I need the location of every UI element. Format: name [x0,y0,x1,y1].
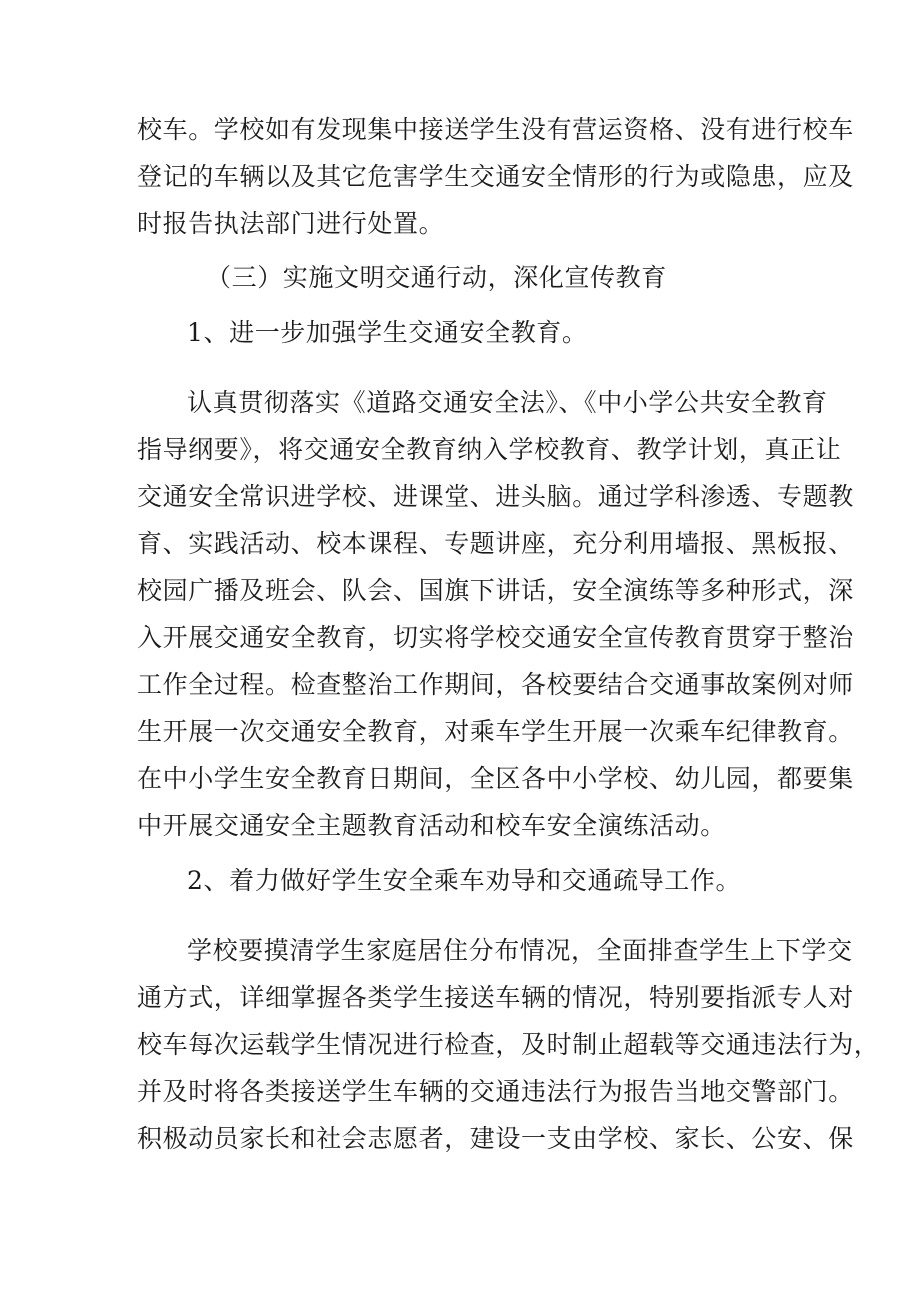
paragraph-line: 校车。学校如有发现集中接送学生没有营运资格、没有进行校车 [137,115,854,144]
paragraph-line: 并及时将各类接送学生车辆的交通违法行为报告当地交警部门。 [137,1077,854,1106]
paragraph-line: 校车每次运载学生情况进行检查，及时制止超载等交通违法行为， [137,1030,880,1059]
paragraph-line: 通方式，详细掌握各类学生接送车辆的情况，特别要指派专人对 [137,983,854,1012]
paragraph-line: 中开展交通安全主题教育活动和校车安全演练活动。 [137,811,726,840]
paragraph-line: 工作全过程。检查整治工作期间，各校要结合交通事故案例对师 [137,670,854,699]
section-heading: （三）实施文明交通行动，深化宣传教育 [206,263,667,292]
paragraph-line: 积极动员家长和社会志愿者，建设一支由学校、家长、公安、保 [137,1124,854,1153]
paragraph-line: 登记的车辆以及其它危害学生交通安全情形的行为或隐患，应及 [137,162,854,191]
paragraph-line: 生开展一次交通安全教育，对乘车学生开展一次乘车纪律教育。 [137,717,854,746]
paragraph-line: 时报告执法部门进行处置。 [137,209,445,238]
paragraph-line: 育、实践活动、校本课程、专题讲座，充分利用墙报、黑板报、 [137,529,854,558]
paragraph-line: 在中小学生安全教育日期间，全区各中小学校、幼儿园，都要集 [137,764,854,793]
paragraph-line: 校园广播及班会、队会、国旗下讲话，安全演练等多种形式，深 [137,576,854,605]
subsection-heading: 2、着力做好学生安全乘车劝导和交通疏导工作。 [187,866,742,895]
paragraph-line: 入开展交通安全教育，切实将学校交通安全宣传教育贯穿于整治 [137,623,854,652]
paragraph-line: 交通安全常识进学校、进课堂、进头脑。通过学科渗透、专题教 [137,482,854,511]
paragraph-line: 指导纲要》，将交通安全教育纳入学校教育、教学计划，真正让 [137,435,842,464]
paragraph-line: 认真贯彻落实《道路交通安全法》、《中小学公共安全教育 [187,388,828,417]
paragraph-line: 学校要摸清学生家庭居住分布情况，全面排查学生上下学交 [187,936,853,965]
subsection-heading: 1、进一步加强学生交通安全教育。 [187,318,588,347]
